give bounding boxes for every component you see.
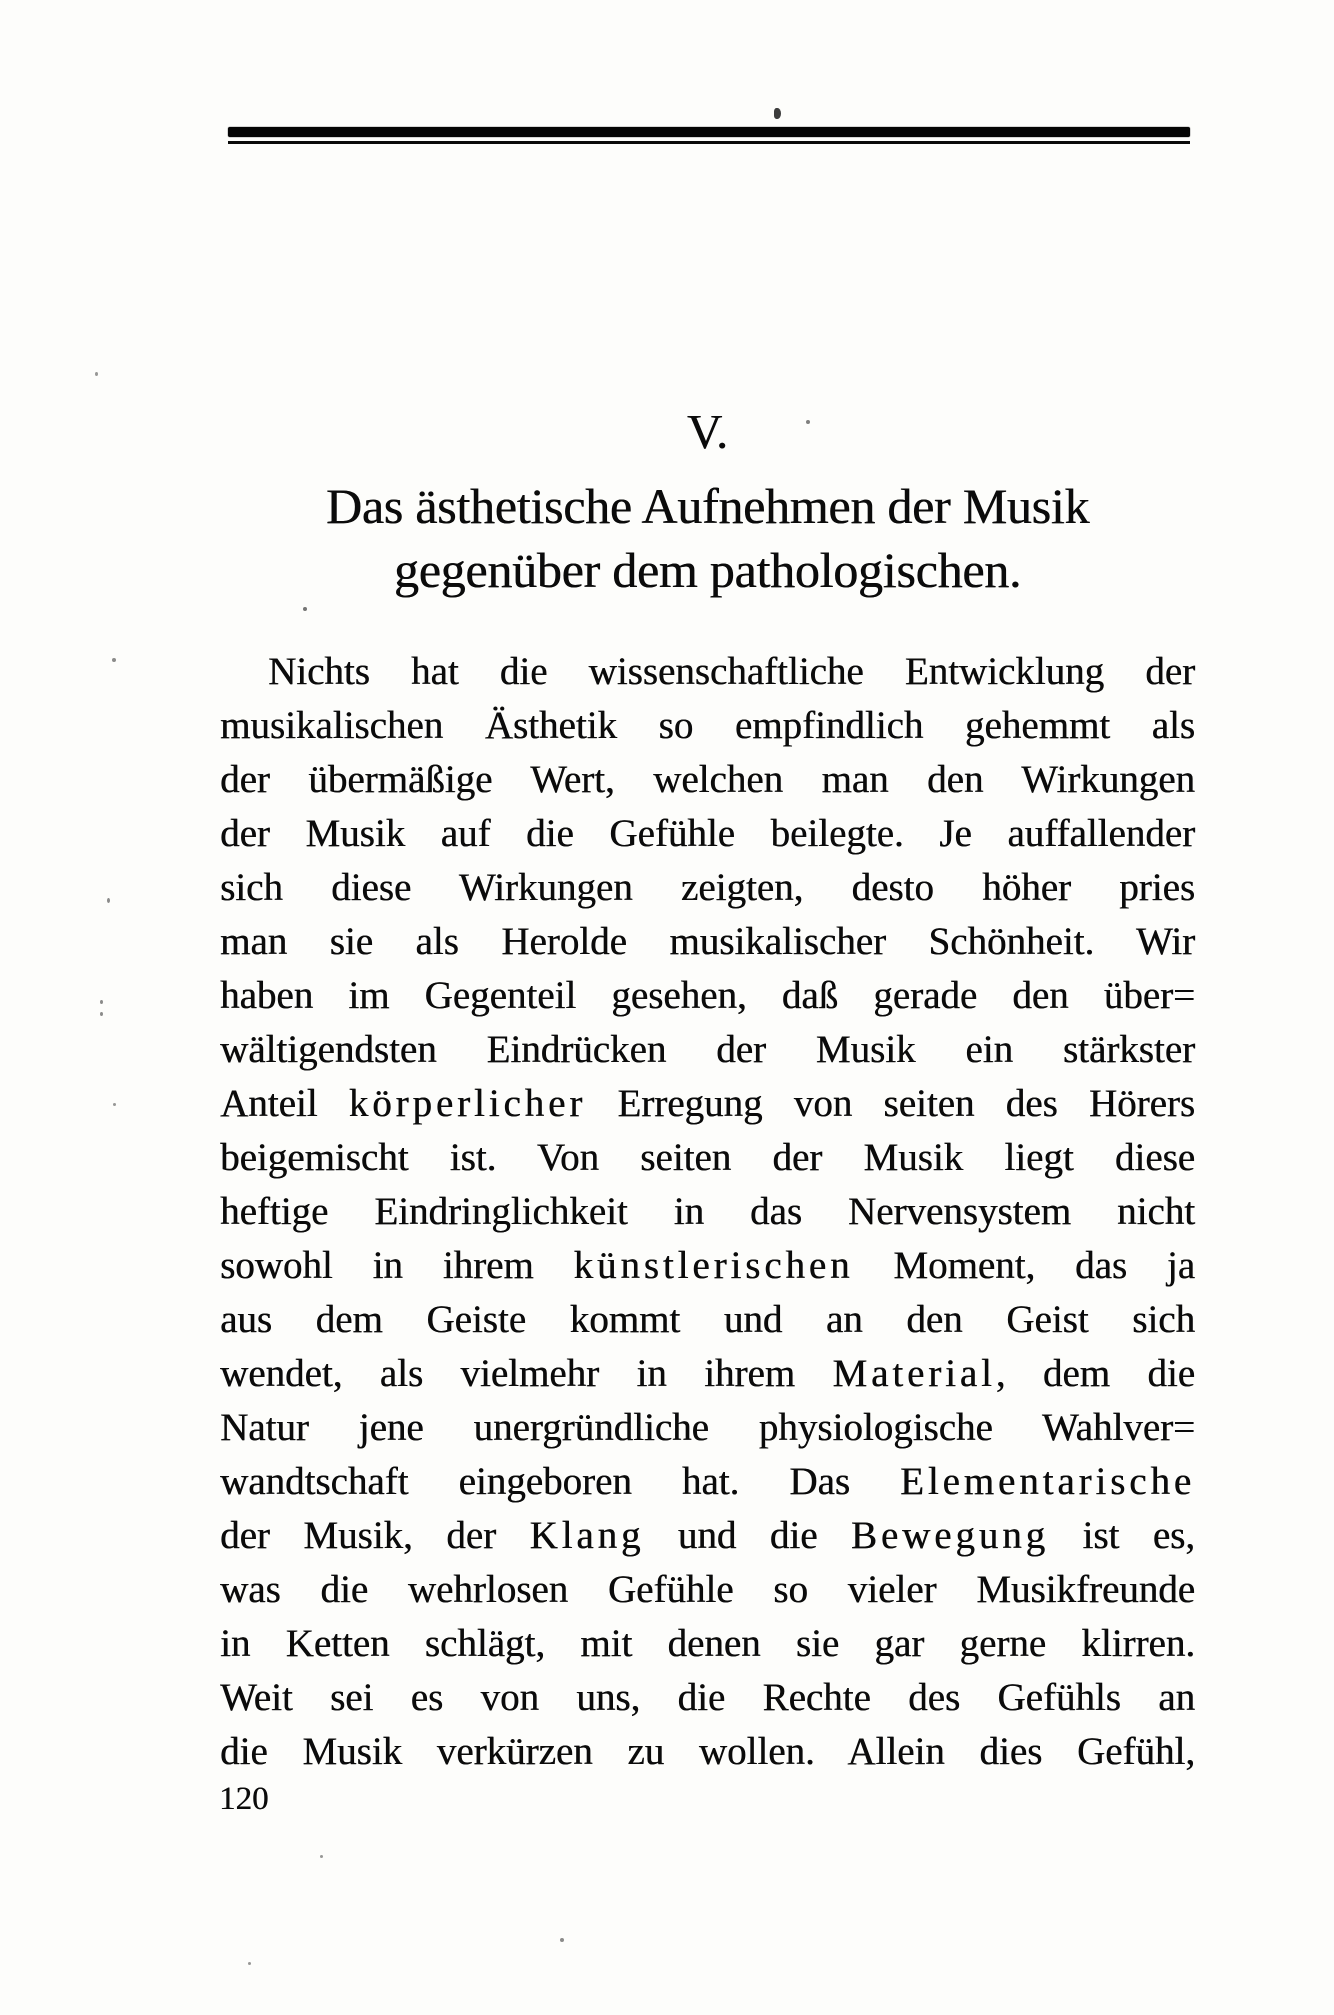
scan-speck [303,607,307,611]
body-line: sowohl in ihrem künstlerischen Moment, das ja [220,1244,1196,1287]
body-line: der Musik, der Klang und die Bewegung ist es, [220,1514,1195,1557]
scan-speck [320,1855,323,1858]
body-line: was die wehrlosen Gefühle so vieler Musikfreunde [220,1568,1195,1611]
body-line: musikalischen Ästhetik so empfindlich gehemmt als [220,704,1195,747]
body-line: Nichts hat die wissenschaftliche Entwicklung der [268,650,1195,693]
body-line: in Ketten schlägt, mit denen sie gar gerne klirren. [220,1622,1195,1665]
body-line: Weit sei es von uns, die Rechte des Gefühls an [220,1676,1195,1719]
scan-speck [113,1103,116,1106]
page-number: 120 [219,1781,269,1817]
body-line: die Musik verkürzen zu wollen. Allein dies Gefühl, [220,1730,1195,1773]
body-line: wandtschaft eingeboren hat. Das Elementarische [220,1460,1195,1503]
body-line: aus dem Geiste kommt und an den Geist sich [220,1298,1195,1341]
body-line: sich diese Wirkungen zeigten, desto höher pries [220,866,1195,909]
scan-speck [560,1938,564,1942]
scan-speck [806,420,810,424]
body-line: wältigendsten Eindrücken der Musik ein stärkster [220,1028,1195,1071]
body-line: Anteil körperlicher Erregung von seiten des Hörers [220,1082,1195,1125]
chapter-title-line-2: gegenüber dem pathologischen. [393,542,1022,598]
scan-speck [248,1962,251,1965]
body-line: Natur jene unergründliche physiologische Wahlver= [220,1406,1195,1449]
scan-speck [100,1012,103,1016]
chapter-numeral: V. [686,404,729,459]
chapter-title-line-1: Das ästhetische Aufnehmen der Musik [325,478,1090,534]
scan-speck [112,658,116,662]
scan-speck [107,898,110,903]
chapter-title [220,474,1195,602]
body-line: wendet, als vielmehr in ihrem Material, dem die [220,1352,1195,1395]
body-line: man sie als Herolde musikalischer Schönheit. Wir [220,920,1195,963]
top-rule-thin [228,141,1190,144]
body-line: heftige Eindringlichkeit in das Nervensystem nicht [220,1190,1195,1233]
body-text [220,645,1195,1779]
scan-speck [100,1000,103,1004]
body-line: der übermäßige Wert, welchen man den Wirkungen [220,758,1195,801]
scan-speck [774,108,781,119]
top-rule-thick [228,127,1190,137]
body-line: beigemischt ist. Von seiten der Musik liegt diese [220,1136,1195,1179]
body-line: der Musik auf die Gefühle beilegte. Je auffallender [220,812,1195,855]
body-line: haben im Gegenteil gesehen, daß gerade den über= [220,974,1195,1017]
scan-speck [95,372,98,376]
